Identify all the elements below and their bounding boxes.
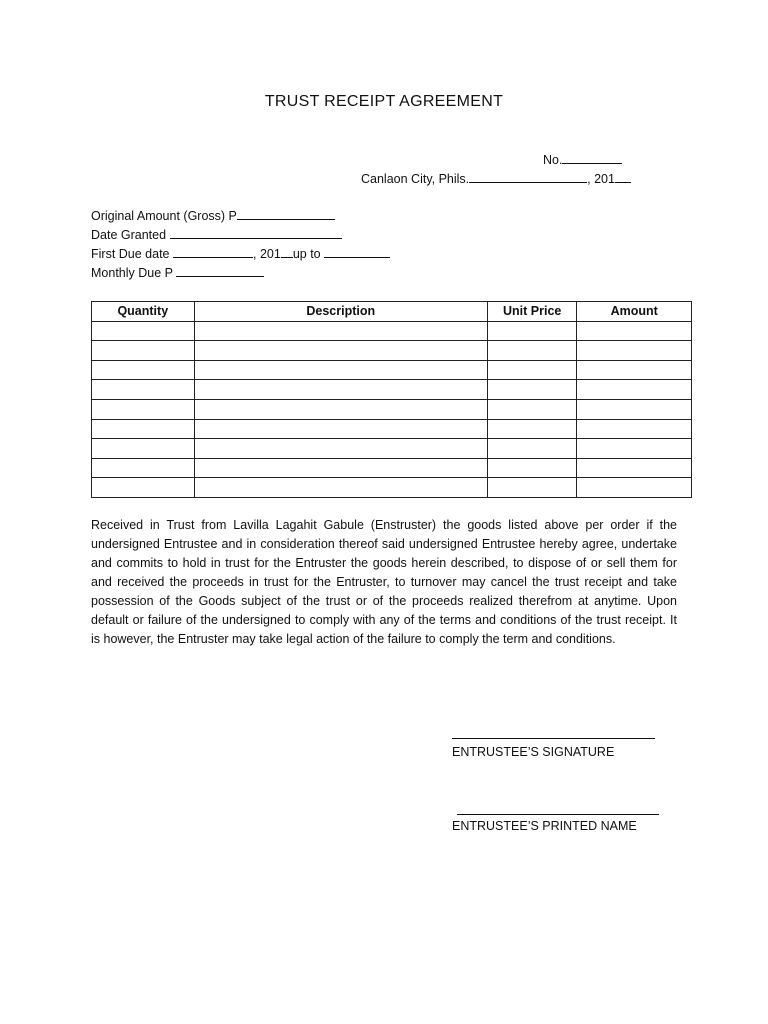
cell-quantity[interactable]	[92, 458, 195, 478]
monthly-due-blank[interactable]	[176, 264, 264, 277]
document-title: TRUST RECEIPT AGREEMENT	[264, 93, 504, 110]
first-due-year: , 201	[253, 247, 281, 261]
cell-description[interactable]	[194, 478, 487, 498]
table-row	[92, 380, 692, 400]
cell-quantity[interactable]	[92, 478, 195, 498]
signature-line[interactable]	[452, 738, 655, 739]
cell-description[interactable]	[194, 399, 487, 419]
cell-description[interactable]	[194, 380, 487, 400]
cell-quantity[interactable]	[92, 341, 195, 361]
cell-quantity[interactable]	[92, 360, 195, 380]
cell-amount[interactable]	[577, 419, 692, 439]
table-header-row	[92, 302, 692, 322]
place-label: Canlaon City, Phils.	[361, 172, 470, 186]
cell-amount[interactable]	[577, 341, 692, 361]
cell-description[interactable]	[194, 458, 487, 478]
table-row	[92, 439, 692, 459]
date-granted-label: Date Granted	[91, 228, 167, 242]
first-due-blank[interactable]	[173, 245, 253, 258]
cell-unit-price[interactable]	[487, 360, 577, 380]
printed-name-line[interactable]	[457, 814, 659, 815]
cell-unit-price[interactable]	[487, 419, 577, 439]
table-row	[92, 360, 692, 380]
first-due-upto: up to	[292, 247, 321, 261]
table-row	[92, 458, 692, 478]
original-amount-label: Original Amount (Gross) P	[91, 209, 237, 223]
header-amount: Amount	[577, 302, 692, 322]
cell-unit-price[interactable]	[487, 380, 577, 400]
cell-description[interactable]	[194, 321, 487, 341]
cell-amount[interactable]	[577, 458, 692, 478]
cell-description[interactable]	[194, 341, 487, 361]
cell-quantity[interactable]	[92, 399, 195, 419]
date-granted-blank[interactable]	[170, 226, 342, 239]
cell-description[interactable]	[194, 419, 487, 439]
printed-name-label: ENTRUSTEE’S PRINTED NAME	[452, 819, 637, 833]
place-date-field	[361, 170, 631, 187]
year-label: , 201	[587, 172, 615, 186]
first-due-upto-blank[interactable]	[324, 245, 390, 258]
cell-amount[interactable]	[577, 380, 692, 400]
cell-unit-price[interactable]	[487, 458, 577, 478]
cell-amount[interactable]	[577, 478, 692, 498]
header-description: Description	[194, 302, 487, 322]
cell-unit-price[interactable]	[487, 439, 577, 459]
cell-description[interactable]	[194, 360, 487, 380]
place-date-blank[interactable]	[469, 170, 587, 183]
first-due-field	[91, 245, 390, 262]
table-row	[92, 341, 692, 361]
number-field	[543, 151, 622, 168]
cell-quantity[interactable]	[92, 380, 195, 400]
cell-amount[interactable]	[577, 439, 692, 459]
cell-amount[interactable]	[577, 360, 692, 380]
number-label: No.	[543, 153, 563, 167]
first-due-year-blank[interactable]	[281, 245, 293, 258]
original-amount-blank[interactable]	[237, 207, 335, 220]
header-quantity: Quantity	[92, 302, 195, 322]
number-blank[interactable]	[562, 151, 622, 164]
signature-label: ENTRUSTEE’S SIGNATURE	[452, 745, 615, 759]
year-blank[interactable]	[615, 170, 631, 183]
cell-quantity[interactable]	[92, 419, 195, 439]
cell-unit-price[interactable]	[487, 341, 577, 361]
first-due-label: First Due date	[91, 247, 170, 261]
agreement-body-text: Received in Trust from Lavilla Lagahit Gabule (Enstruster) the goods listed above per order if the undersigned Entrustee and in consideration thereof said undersigned Entrustee hereby agree, undertake and commits to hold in trust for the Entruster the goods herein described, to dispose of or sell them for and received the proceeds in trust for the Entruster, to turnover may cancel the trust receipt and take possession of the Goods subject of the trust or of the proceeds realized therefrom at anytime. Upon default or failure of the undersigned to comply with any of the terms and conditions of the trust receipt. It is however, the Entruster may take legal action of the failure to comply the term and conditions.	[91, 518, 677, 646]
cell-amount[interactable]	[577, 321, 692, 341]
date-granted-field	[91, 226, 342, 243]
cell-quantity[interactable]	[92, 439, 195, 459]
original-amount-field	[91, 207, 335, 224]
table-row	[92, 321, 692, 341]
cell-unit-price[interactable]	[487, 478, 577, 498]
table-row	[92, 478, 692, 498]
cell-quantity[interactable]	[92, 321, 195, 341]
monthly-due-label: Monthly Due P	[91, 266, 173, 280]
table-row	[92, 419, 692, 439]
cell-amount[interactable]	[577, 399, 692, 419]
cell-description[interactable]	[194, 439, 487, 459]
header-unit-price: Unit Price	[487, 302, 577, 322]
goods-table	[91, 301, 692, 498]
cell-unit-price[interactable]	[487, 321, 577, 341]
table-row	[92, 399, 692, 419]
goods-table-body	[92, 321, 692, 497]
monthly-due-field	[91, 264, 264, 281]
cell-unit-price[interactable]	[487, 399, 577, 419]
